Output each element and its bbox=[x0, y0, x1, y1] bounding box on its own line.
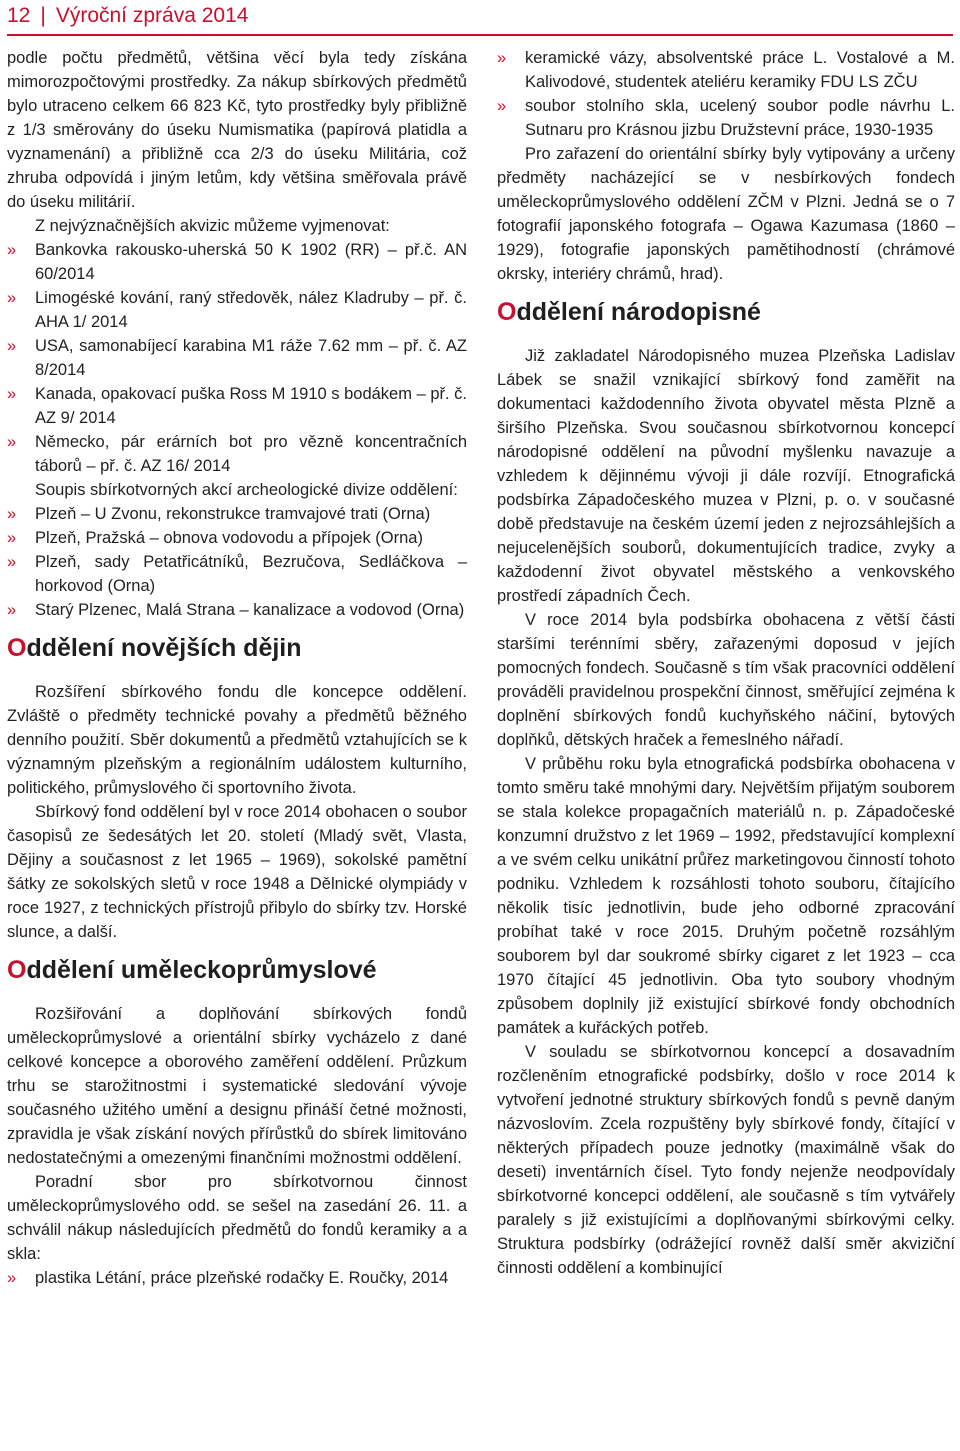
bullet-icon: » bbox=[7, 1269, 17, 1287]
archaeology-text: Plzeň, sady Petatřicátníků, Bezručova, Sedláčkova – horkovod (Orna) bbox=[35, 553, 467, 595]
acquisition-text: Bankovka rakousko-uherská 50 K 1902 (RR) – př.č. AN 60/2014 bbox=[35, 241, 467, 283]
acquisition-text: Limogéské kování, raný středověk, nález Kladruby – př. č. AHA 1/ 2014 bbox=[35, 289, 467, 331]
bullet-icon: » bbox=[7, 289, 17, 307]
acquisition-text: USA, samonabíjecí karabina M1 ráže 7.62 mm – př. č. AZ 8/2014 bbox=[35, 337, 467, 379]
ethnography-paragraph: V průběhu roku byla etnografická podsbírka obohacena v tomto směru také mnohými dary. Největším přijatým souborem se stala kolekce propagačních materiálů n. p. Západočeské konzumní družstvo z let 1969 – 1992, představující komplexní a ve svém celku unikátní průřez marketingovou činností tohoto podniku. Vzhledem k rozsáhlosti tohoto souboru, čítajícího několik tisíc jednotlivin, bude jeho odborné zpracování probíhat také v roce 2015. Druhým početně rozsáhlým souborem byl dar soukromé sbírky cigaret z let 1923 – cca 1970 čítající 45 jednotlivin. Oba tyto soubory vhodným způsobem doplnily již existující sbírkové fondy obchodních památek a kuřáckých potřeb. bbox=[497, 755, 955, 1037]
applied-arts-paragraph: Rozšiřování a doplňování sbírkových fondů uměleckoprůmyslové a orientální sbírky vycházelo z dané celkové koncepce a oborového zaměření oddělení. Průzkum trhu se starožitnostmi i systematické sledování vývoje současného užitého umění a designu přináší četné možnosti, zpravidla je však získání nových přírůstků do sbírek limitováno nedostatečnými a omezenými finančními možnostmi oddělení. bbox=[7, 1005, 467, 1167]
archaeology-text: Plzeň, Pražská – obnova vodovodu a přípojek (Orna) bbox=[35, 529, 423, 547]
bullet-icon: » bbox=[497, 49, 507, 67]
applied-arts-item bbox=[497, 94, 955, 142]
header-separator: | bbox=[40, 4, 46, 27]
acquisition-item bbox=[7, 334, 467, 382]
applied-arts-item bbox=[497, 46, 955, 94]
applied-arts-text: plastika Létání, práce plzeňské rodačky E. Roučky, 2014 bbox=[35, 1269, 449, 1287]
acquisition-item bbox=[7, 430, 467, 478]
bullet-icon: » bbox=[7, 505, 17, 523]
bullet-icon: » bbox=[7, 529, 17, 547]
report-title: Výroční zpráva 2014 bbox=[55, 4, 249, 27]
applied-arts-paragraph: Poradní sbor pro sbírkotvornou činnost uměleckoprůmyslového odd. se sešel na zasedání 26. 11. a schválil nákup následujících předmětů do fondů keramiky a a skla: bbox=[7, 1173, 467, 1263]
archaeology-text: Starý Plzenec, Malá Strana – kanalizace a vodovod (Orna) bbox=[35, 601, 465, 619]
oriental-paragraph: Pro zařazení do orientální sbírky byly vytipovány a určeny předměty nacházející se v nesbírkových fondech uměleckoprůmyslového oddělení ZČM v Plzni. Jedná se o 7 fotografií japonského fotografa – Ogawa Kazumasa (1860 – 1929), fotografie japonských pamětihodností (chrámové okrsky, interiéry chrámů, hrad). bbox=[497, 145, 955, 283]
acquisition-item bbox=[7, 286, 467, 334]
bullet-icon: » bbox=[7, 433, 17, 451]
bullet-icon: » bbox=[497, 97, 507, 115]
acquisition-item bbox=[7, 238, 467, 286]
ethnography-paragraph: V souladu se sbírkotvornou koncepcí a dosavadním rozčleněním etnografické podsbírky, došlo v roce 2014 k vytvoření jednotné struktury sbírkových fondů s pevně daným názvoslovím. Zcela rozpuštěny byly sbírkové fondy, čítající v některých případech pouze jednotky (maximálně však do deseti) inventárních čísel. Tyto fondy nejenže neodpovídaly sbírkotvorné koncepci oddělení, ale současně s tím vytvářely paralely s již existujícími a doplňovanými sbírkovými celky. Struktura podsbírky (odrážející rovněž další směr akviziční činnosti oddělení a kombinující bbox=[497, 1043, 955, 1277]
acquisition-item bbox=[7, 382, 467, 430]
ethnography-paragraph: V roce 2014 byla podsbírka obohacena z větší části staršími terénními sběry, zařazenými doposud v jejích pomocných fondech. Současně s tím však pracovníci oddělení prováděli pravidelnou prospekční činnost, směřující zejména k doplnění sbírkových fondů kuchyňského náčiní, bytových doplňků, dětských hraček a řemeslného nářadí. bbox=[497, 611, 955, 749]
archaeology-item bbox=[7, 598, 467, 622]
bullet-icon: » bbox=[7, 553, 17, 571]
bullet-icon: » bbox=[7, 337, 17, 355]
archaeology-item bbox=[7, 550, 467, 598]
section-heading-modern-history: Oddělení novějších dějin bbox=[7, 634, 302, 662]
section-heading-applied-arts: Oddělení uměleckoprůmyslové bbox=[7, 956, 377, 984]
intro-paragraph: podle počtu předmětů, většina věcí byla tedy získána mimorozpočtovými prostředky. Za nákup sbírkových předmětů bylo utraceno celkem 66 823 Kč, tyto prostředky byly přibližně z 1/3 směrovány do úseku Numismatika (papírová platidla a vyznamenání) a přibližně cca 2/3 do úseku Militária, což zhruba odpovídá i jiným letům, kdy většina směřovala právě do úseku militárií. bbox=[7, 49, 467, 211]
applied-arts-text: keramické vázy, absolventské práce L. Vostalové a M. Kalivodové, studentek ateliéru keramiky FDU LS ZČU bbox=[525, 49, 955, 91]
archaeology-intro: Soupis sbírkotvorných akcí archeologické divize oddělení: bbox=[35, 481, 458, 499]
left-column bbox=[7, 46, 467, 1290]
acquisition-text: Kanada, opakovací puška Ross M 1910 s bodákem – př. č. AZ 9/ 2014 bbox=[35, 385, 467, 427]
section-heading-ethnography: Oddělení národopisné bbox=[497, 298, 761, 326]
modern-history-paragraph: Rozšíření sbírkového fondu dle koncepce oddělení. Zvláště o předměty technické povahy a předmětů běžného denního použití. Sběr dokumentů a předmětů vztahujících se k významným plzeňským a regionálním událostem kulturního, politického, průmyslového či sportovního života. bbox=[7, 683, 467, 797]
page-number: 12 bbox=[7, 4, 31, 27]
archaeology-item bbox=[7, 526, 467, 550]
acquisitions-intro: Z nejvýznačnějších akvizic můžeme vyjmenovat: bbox=[35, 217, 390, 235]
applied-arts-item bbox=[7, 1266, 467, 1290]
modern-history-paragraph: Sbírkový fond oddělení byl v roce 2014 obohacen o soubor časopisů ze šedesátých let 20. století (Mladý svět, Vlasta, Dějiny a současnost z let 1965 – 1969), sokolské pamětní šátky ze sokolských sletů v roce 1948 a Dělnické olympiády v roce 1927, z technických přístrojů přibylo do sbírky tzv. Horské slunce, a další. bbox=[7, 803, 467, 941]
bullet-icon: » bbox=[7, 385, 17, 403]
archaeology-text: Plzeň – U Zvonu, rekonstrukce tramvajové trati (Orna) bbox=[35, 505, 431, 523]
ethnography-paragraph: Již zakladatel Národopisného muzea Plzeňska Ladislav Lábek se snažil vznikající sbírkový fond zaměřit na dokumentaci každodenního života obyvatel města Plzně a širšího Plzeňska. Svou současnou sbírkotvornou koncepcí národopisné oddělení na původní myšlenku navazuje a vzhledem k dějinnému vývoji ji dále rozvíjí. Etnografická podsbírka Západočeského muzea v Plzni, p. o. v současné době představuje na českém území jeden z nejrozsáhlejších a nejucelenějších souborů, dokumentujících tradice, zvyky a každodenní život obyvatel městského a venkovského prostředí západních Čech. bbox=[497, 347, 955, 605]
page-header bbox=[7, 0, 953, 36]
acquisition-text: Německo, pár erárních bot pro vězně koncentračních táborů – př. č. AZ 16/ 2014 bbox=[35, 433, 467, 475]
applied-arts-text: soubor stolního skla, ucelený soubor podle návrhu L. Sutnaru pro Krásnou jizbu Družstevní práce, 1930-1935 bbox=[525, 97, 955, 139]
right-column bbox=[497, 46, 955, 1280]
bullet-icon: » bbox=[7, 241, 17, 259]
archaeology-item bbox=[7, 502, 467, 526]
bullet-icon: » bbox=[7, 601, 17, 619]
